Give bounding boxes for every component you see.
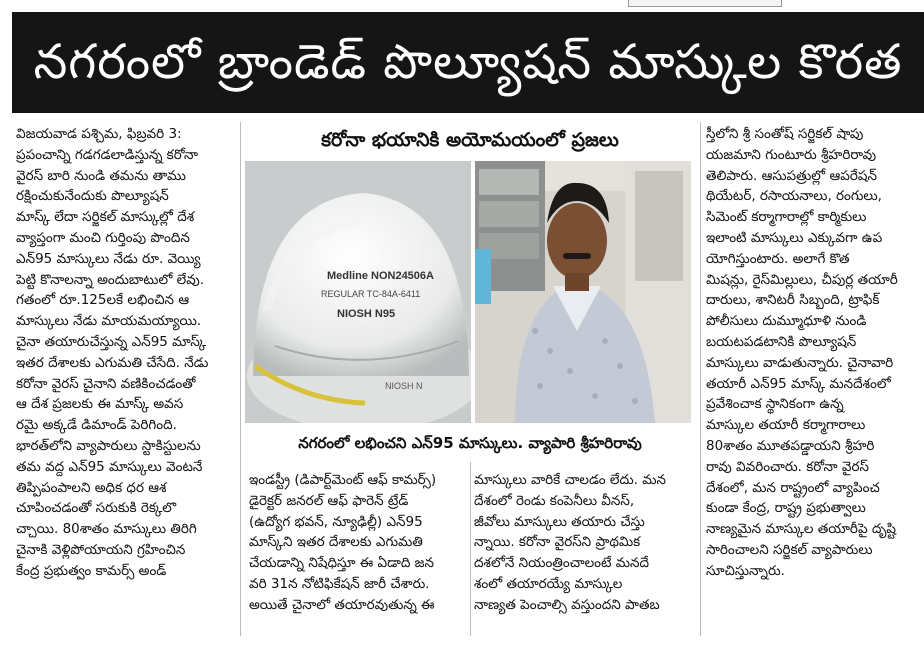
article-line: నాణ్యత పెంచాల్సి వస్తుందని పాతబ <box>474 596 660 613</box>
article-line: తయారీ ఎన్95 మాస్క్ మనదేశంలో <box>706 375 891 392</box>
article-line: వరి 31న నోటిఫికేషన్ జారీ చేశారు. <box>249 575 430 592</box>
article-line: గతంలో రూ.125లకే లభించిన ఆ <box>16 292 190 309</box>
article-line: న్నాయి. కరోనా వైరస్‌ని ప్రాథమిక <box>474 534 641 551</box>
article-line: రావు వివరించారు. కరోనా వైరస్ <box>706 458 869 475</box>
article-line: చ్చాయి. 80శాతం మాస్కులు తిరిగి <box>16 521 197 538</box>
article-line: చూపించడంతో సరుకుకి రెక్కలొ <box>16 500 177 517</box>
article-line: మిషన్లు, రైస్‌మిల్లులు, చీపుర్ల తయారీ <box>706 271 898 288</box>
article-line: కేంద్ర ప్రభుత్వం కామర్స్ అండ్ <box>16 562 167 579</box>
article-line: తమ వద్ద ఎన్95 మాస్కులు వెంటనే <box>16 458 203 475</box>
article-line: తిప్పిపంపాలని అధిక ధర ఆశ <box>16 479 167 496</box>
article-line: సిమెంట్ కర్మాగారాల్లో కార్మికులు <box>706 209 867 226</box>
article-line: మాస్కులు వారికే చాలడం లేదు. మన <box>474 472 666 488</box>
article-line: థియేటర్, రసాయనాలు, రంగులు, <box>706 188 882 205</box>
article-line: మాస్కులు నేడు మాయమయ్యాయి. <box>16 313 202 330</box>
article-line: ఇతర దేశాలకు ఎగుమతి చేసేది. నేడు <box>16 354 209 371</box>
trader-portrait-image <box>475 161 691 423</box>
article-line: బయటపడటానికి పొల్యూషన్ <box>706 333 857 350</box>
article-line: ప్రపంచాన్ని గడగడలాడిస్తున్న కరోనా <box>16 146 199 163</box>
article-line: దేశంలో, మన రాష్ట్రంలో వ్యాపించ <box>706 479 880 496</box>
article-line: రక్షించుకునేందుకు పొల్యూషన్ <box>16 188 169 205</box>
article-line: దారులు, శానిటరీ సిబ్బంది, ట్రాఫిక్ <box>706 292 880 309</box>
article-line: దశలోనే నియంత్రించాలంటే మనదే <box>474 555 650 572</box>
article-line: ప్రవేశించాక స్థానికంగా ఉన్న <box>706 396 844 413</box>
article-line: (ఉద్యోగ భవన్, న్యూఢిల్లీ) ఎన్95 <box>249 513 423 530</box>
photo-caption: నగరంలో లభించని ఎన్95 మాస్కులు. వ్యాపారి శ్రీహరిరావు <box>298 434 642 452</box>
article-line: ఎన్95 మాస్కులు నేడు రూ. వెయ్యి <box>16 250 201 267</box>
article-line: చైనాకి వెళ్లిపోయాయని గ్రహించిన <box>16 541 186 558</box>
article-line: అయితే చైనాలో తయారవుతున్న ఈ <box>249 596 435 613</box>
mask-print-line1: Medline NON24506A <box>327 270 434 282</box>
article-line: సారించాలని సర్జికల్ వ్యాపారులు <box>706 541 873 558</box>
column-rule <box>240 122 241 636</box>
article-line: యజమాని గుంటూరు శ్రీహరిరావు <box>706 146 877 163</box>
article-line: స్తీలోని శ్రీ సంతోష్ సర్జికల్ షాపు <box>706 126 864 142</box>
column-rule <box>470 462 471 636</box>
article-line: పెట్టి కొనాలన్నా అందుబాటులో లేవు. <box>16 271 204 288</box>
article-line: మాస్క్ లేదా సర్జికల్ మాస్కుల్లో దేశ <box>16 209 195 226</box>
article-line: విజయవాడ పశ్చిమ, ఫిబ్రవరి 3: <box>16 126 182 142</box>
column-5 <box>706 124 924 582</box>
article-line: యోగిస్తుంటారు. అలాగే కొత <box>706 250 850 267</box>
article-line: మాస్కులు వాడుతున్నారు. చైనావారి <box>706 354 894 371</box>
article-line: వ్యాప్తంగా మంచి గుర్తింపు పొందిన <box>16 229 190 246</box>
article-line: చేయడాన్ని నిషేధిస్తూ ఈ ఏడాది జన <box>249 555 435 572</box>
mask-print-line2: REGULAR TC-84A-6411 <box>321 289 421 299</box>
mask-photo <box>245 161 471 423</box>
column-rule <box>700 122 701 636</box>
article-line: చైనా తయారుచేస్తున్న ఎన్95 మాస్క్ <box>16 333 207 350</box>
column-4 <box>474 470 702 616</box>
article-line: ఇండస్ట్రీ (డిపార్ట్‌మెంట్ ఆఫ్ కామర్స్) <box>249 472 437 488</box>
article-line: నాణ్యమైన మాస్కుల తయారీపై దృష్టి <box>706 521 897 538</box>
n95-mask-image <box>245 161 471 423</box>
article-line: సూచిస్తున్నారు. <box>706 562 785 579</box>
article-line: మాస్కుల తయారీ కర్మాగారాలు <box>706 417 866 434</box>
article-line: వైరస్ బారి నుండి తమను తాము <box>16 167 186 184</box>
article-line: తెలిపారు. ఆసుపత్రుల్లో ఆపరేషన్ <box>706 167 877 184</box>
column-1 <box>16 124 236 582</box>
mask-print-line3: NIOSH N95 <box>337 308 396 320</box>
article-line: 80శాతం మూతపడ్డాయని శ్రీహరి <box>706 437 875 454</box>
article-line: దేశంలో రెండు కంపెనీలు వీనస్, <box>474 492 635 509</box>
headline: నగరంలో బ్రాండెడ్ పొల్యూషన్ మాస్కుల కొరత <box>12 12 924 113</box>
article-line: డైరెక్టర్ జనరల్ ఆఫ్ ఫారెన్ ట్రేడ్ <box>249 492 409 509</box>
article-line: కుండా కేంద్ర, రాష్ట్ర ప్రభుత్వాలు <box>706 500 866 517</box>
article-line: జీవోలు మాస్కులు తయారు చేస్తు <box>474 513 645 530</box>
article-line: భారత్‌లోని వ్యాపారులు స్టాకిస్టులను <box>16 437 201 454</box>
article-line: ఇలాంటి మాస్కులు ఎక్కువగా ఉప <box>706 229 883 246</box>
article-line: కరోనా వైరస్ చైనాని వణికించడంతో <box>16 375 196 392</box>
mask-print-line4: NIOSH N <box>385 381 423 391</box>
article-line: పోలీసులు దుమ్మూధూళి నుండి <box>706 313 867 330</box>
article-line: మాస్క్‌ని ఇతర దేశాలకు ఎగుమతి <box>249 534 423 551</box>
article-line: శంలో తయారయ్యే మాస్కుల <box>474 575 623 592</box>
article-line: రమై అక్కడే డిమాండ్ పెరిగింది. <box>16 417 177 434</box>
subheadline: కరోనా భయానికి అయోమయంలో ప్రజలు <box>321 129 619 151</box>
article-line: ఆ దేశ ప్రజలకు ఈ మాస్క్ అవస <box>16 396 184 413</box>
column-3 <box>249 470 465 616</box>
masthead-fragment <box>628 0 782 7</box>
trader-photo <box>475 161 691 423</box>
